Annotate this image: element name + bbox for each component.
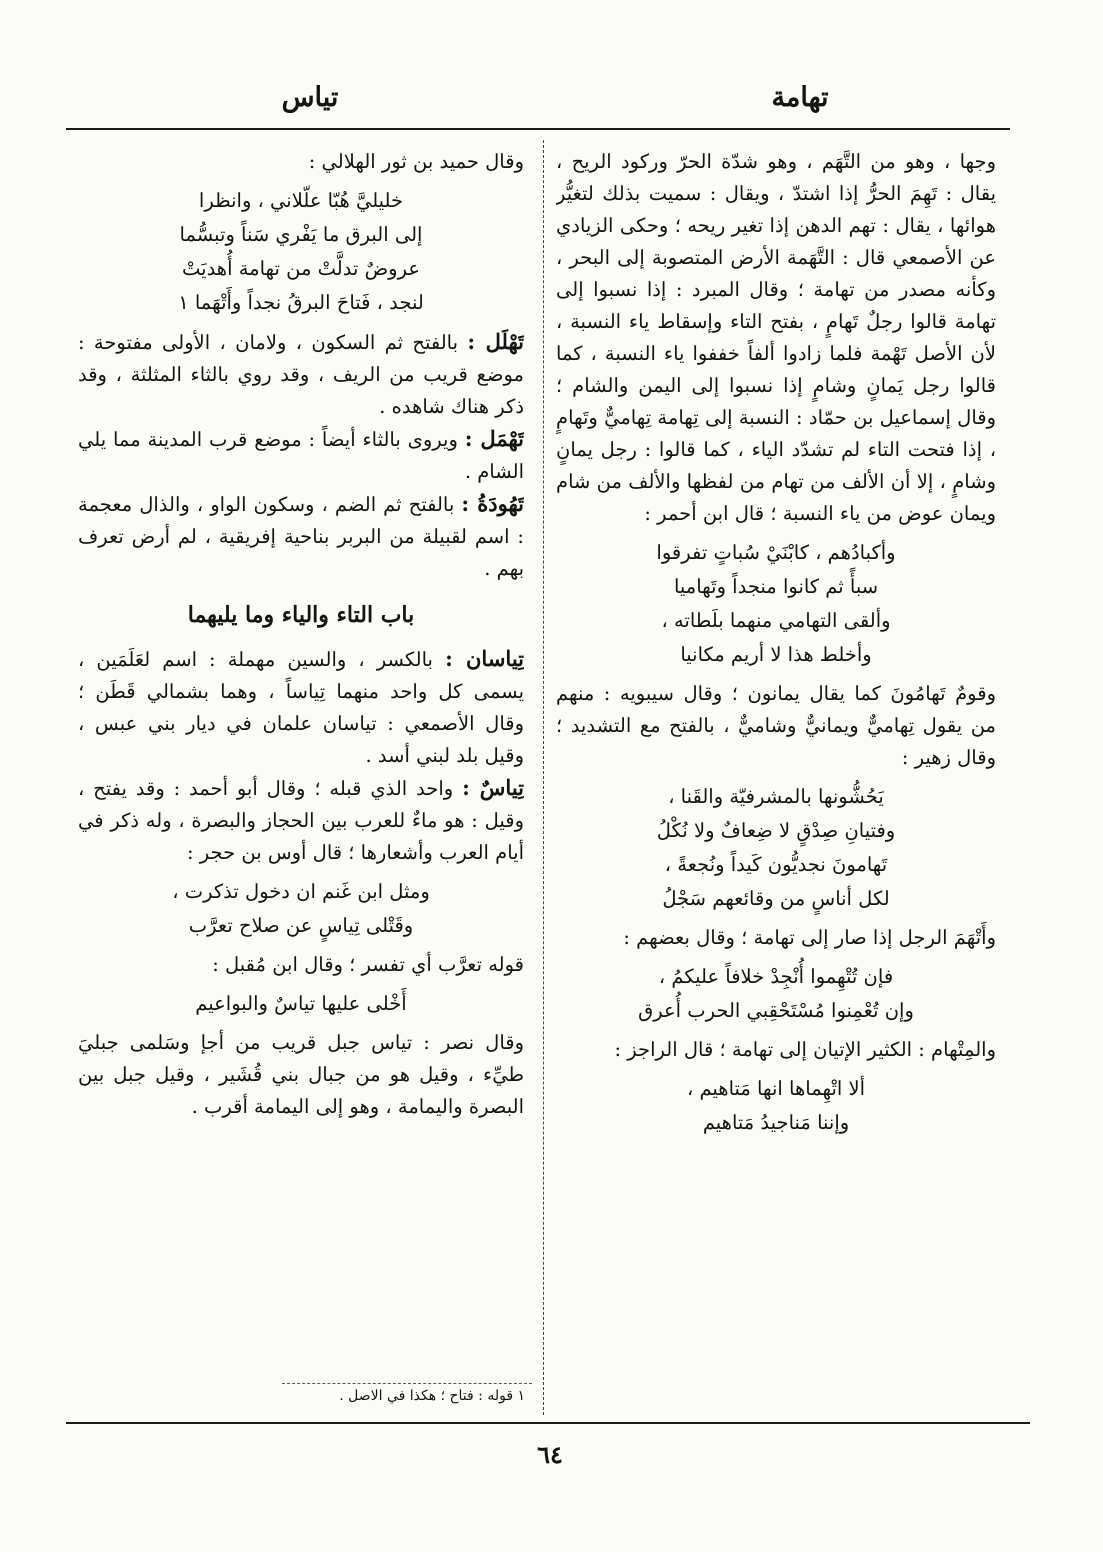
paragraph: وأَتْهَمَ الرجل إذا صار إلى تهامة ؛ وقال بعضهم : [623, 926, 996, 949]
footnote-rule [282, 1383, 532, 1384]
entry-headword: تَهُودَةُ : [461, 491, 524, 516]
verse-line: ومثل ابن غَنم ان دخول تذكرت ، [172, 880, 430, 903]
header-rule [66, 128, 1010, 130]
verse-block [78, 184, 524, 320]
verse-line: وفتيانِ صِدْقٍ لا ضِعافٌ ولا نُكْلُ [656, 819, 896, 842]
verse-block [556, 780, 996, 916]
verse-line: وإن تُعْمِنوا مُسْتَحْقِبي الحرب أُعرق [638, 999, 914, 1022]
paragraph: قوله تعرَّب أي تفسر ؛ وقال ابن مُقبل : [212, 953, 524, 976]
paragraph: وقومٌ تَهامُونَ كما يقال يمانون ؛ وقال سيبويه : منهم من يقول تِهاميٌّ ويمانيٌّ وشاميٌّ ، بالفتح مع التشديد ؛ وقال زهير : [556, 682, 996, 769]
footnote: ١ قوله : فتاح ؛ هكذا في الاصل . [339, 1388, 525, 1404]
page-number: ٦٤ [537, 1440, 563, 1469]
dictionary-entry [78, 326, 524, 423]
verse-line: تَهامونَ نجديُّون كَيداً ونُجعةً ، [664, 853, 888, 876]
verse-line: عروضٌ تدلَّتْ من تهامة أُهديَتْ [182, 257, 420, 280]
paragraph: وقال حميد بن ثور الهلالي : [308, 150, 524, 173]
entry-headword: تَهْمَل : [464, 426, 524, 451]
entry-text: بالفتح ثم السكون ، ولامان ، الأولى مفتوحة : موضع قريب من الريف ، وقد روي بالثاء المثلثة ، وقد ذكر هناك شاهده . [78, 331, 524, 418]
entry-text: ويروى بالثاء أيضاً : موضع قرب المدينة مما يلي الشام . [78, 428, 524, 483]
column-divider [543, 140, 544, 1415]
verse-line: لكل أناسٍ من وقائعهم سَجْلُ [662, 887, 890, 910]
verse-line: سبأً ثم كانوا منجداً وتَهاميا [673, 575, 879, 598]
verse-line: فإن تُتْهِموا أُنْجِدْ خلافاً عليكمُ ، [658, 965, 894, 988]
header-right-title: تهامة [771, 82, 829, 113]
paragraph: وجها ، وهو من التَّهَم ، وهو شدّة الحرّ وركود الريح ، يقال : تَهِمَ الحرُّ إذا اشتدّ ، ويقال : سميت بذلك لتغيُّر هوائها ، يقال : تهم الدهن إذا تغير ريحه ؛ وحكى الزيادي عن الأصمعي قال : التَّهَمة الأرض المتصوبة إلى البحر ، وكأنه مصدر من تهامة ؛ وقال المبرد : إذا نسبوا إلى تهامة قالوا رجلٌ تَهامٍ ، بفتح التاء وإسقاط ياء النسبة ، لأن الأصل تَهْمة فلما زادوا ألفاً خففوا ياء النسبة ، كما قالوا رجل يَمانٍ وشامٍ إذا نسبوا إلى اليمن والشام ؛ وقال إسماعيل بن حمّاد : النسبة إلى تِهامة تِهاميٌّ وتَهامٍ ، إذا فتحت التاء لم تشدّد الياء ، كما قالوا : رجل يمانٍ وشامٍ ، إلا أن الألف من تهام من لفظها والألف من شام ويمان عوض من ياء النسبة ؛ قال ابن أحمر : [556, 150, 996, 525]
dictionary-entry [78, 772, 524, 869]
footer-rule [66, 1422, 1030, 1424]
entry-headword: تَهْلَل : [467, 329, 524, 354]
header-left-title: تياس [281, 82, 339, 113]
verse-line: يَحُشُّونها بالمشرفيّة والقَنا ، [668, 785, 884, 808]
verse-block [78, 987, 524, 1021]
verse-line: خليليَّ هُبّا علّلاني ، وانظرا [198, 189, 404, 212]
verse-block [556, 1072, 996, 1140]
entry-headword: تِياسان : [445, 646, 524, 671]
verse-line: لنجد ، فَتاحَ البرقُ نجداً وأَتْهَما ١ [178, 291, 424, 314]
right-column [556, 146, 996, 1411]
entry-text: بالكسر ، والسين مهملة : اسم لعَلَمَين ، يسمى كل واحد منهما تِياساً ، وهما بشمالي قَطَن ؛ وقال الأصمعي : تياسان علمان في ديار بني عبس ، وقيل بلد لبني أسد . [78, 648, 524, 767]
verse-line: وإننا مَناجيدُ مَتاهيم [702, 1111, 850, 1134]
entry-headword: تِياسٌ : [462, 775, 524, 800]
verse-block [556, 536, 996, 672]
verse-line: وأكبادُهم ، كابْنَيْ سُباتٍ تفرقوا [656, 541, 896, 564]
verse-line: إلى البرق ما يَفْري سَناً وتبسُّما [179, 223, 423, 246]
verse-line: وألقى التهامي منهما بلَطاته ، [661, 609, 891, 632]
entry-text: واحد الذي قبله ؛ وقال أبو أحمد : وقد يفتح ، وقيل : هو ماءٌ للعرب بين الحجاز والبصرة ، وله ذكر في أيام العرب وأشعارها ؛ قال أوس بن حجر : [78, 777, 524, 864]
entry-text: بالفتح ثم الضم ، وسكون الواو ، والذال معجمة : اسم لقبيلة من البربر بناحية إفريقية ، لم أرض تعرف بهم . [78, 493, 524, 580]
dictionary-entry [78, 643, 524, 772]
verse-line: أَخْلى عليها تياسٌ والبواعيم [195, 992, 407, 1015]
verse-line: وأخلط هذا لا أريم مكانيا [680, 643, 872, 666]
dictionary-entry [78, 488, 524, 585]
verse-block [78, 875, 524, 943]
paragraph: والمِتْهام : الكثير الإتيان إلى تهامة ؛ قال الراجز : [614, 1038, 996, 1061]
dictionary-entry [78, 423, 524, 488]
verse-line: ألا اتْهِماها انها مَتاهيم ، [686, 1077, 866, 1100]
section-title: باب التاء والياء وما يليهما [187, 602, 415, 628]
verse-block [556, 960, 996, 1028]
left-column [78, 146, 524, 1391]
verse-line: وقَتْلى تِياسٍ عن صلاح تعرَّب [188, 914, 414, 937]
paragraph: وقال نصر : تياس جبل قريب من أجإ وسَلمى جبليَ طيِّء ، وقيل هو من جبال بني قُشَير ، وقيل جبل بين البصرة واليمامة ، وهو إلى اليمامة أقرب . [78, 1031, 524, 1118]
